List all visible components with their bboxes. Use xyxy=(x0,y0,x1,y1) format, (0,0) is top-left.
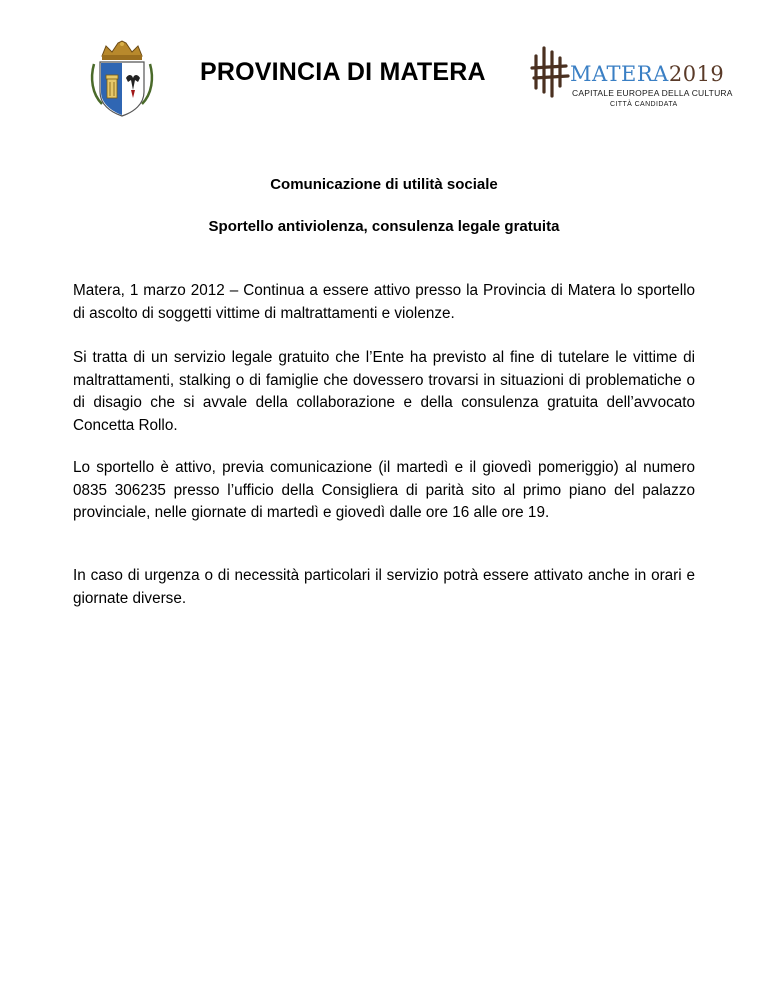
matera-2019-logo xyxy=(530,42,733,118)
paragraph-4: In caso di urgenza o di necessità particolari il servizio potrà essere attivato anche in orari e giornate diverse. xyxy=(73,567,695,607)
coat-of-arms-icon xyxy=(88,38,156,118)
letterhead xyxy=(0,0,768,140)
paragraph-3: Lo sportello è attivo, previa comunicazione (il martedì e il giovedì pomeriggio) al numero 0835 306235 presso l’ufficio della Consigliera di parità sito al primo piano del palazzo provinciale, nelle giornate di martedì e giovedì dalle ore 16 alle ore 19. xyxy=(73,459,695,521)
logo-brand xyxy=(570,62,724,86)
paragraph-2: Si tratta di un servizio legale gratuito che l’Ente ha previsto al fine di tutelare le vittime di maltrattamenti, stalking o di famiglie che dovessero trovarsi in situazioni di problematiche o di disagio che si avvale della collaborazione e della consulenza gratuita dell’avvocato Concetta Rollo. xyxy=(73,349,695,434)
document-heading-secondary: Sportello antiviolenza, consulenza legale gratuita xyxy=(208,218,560,235)
logo-candidacy: CITTÀ CANDIDATA xyxy=(610,101,678,108)
logo-brand-year: 2019 xyxy=(668,62,725,86)
organization-title: PROVINCIA DI MATERA xyxy=(200,58,486,86)
logo-tagline: CAPITALE EUROPEA DELLA CULTURA xyxy=(572,88,733,98)
matera-mark-icon xyxy=(530,42,570,100)
document-heading-primary: Comunicazione di utilità sociale xyxy=(270,176,498,193)
logo-brand-name: MATERA xyxy=(570,62,669,86)
paragraph-1: Matera, 1 marzo 2012 – Continua a essere attivo presso la Provincia di Matera lo sportello di ascolto di soggetti vittime di maltrattamenti e violenze. xyxy=(73,282,695,322)
